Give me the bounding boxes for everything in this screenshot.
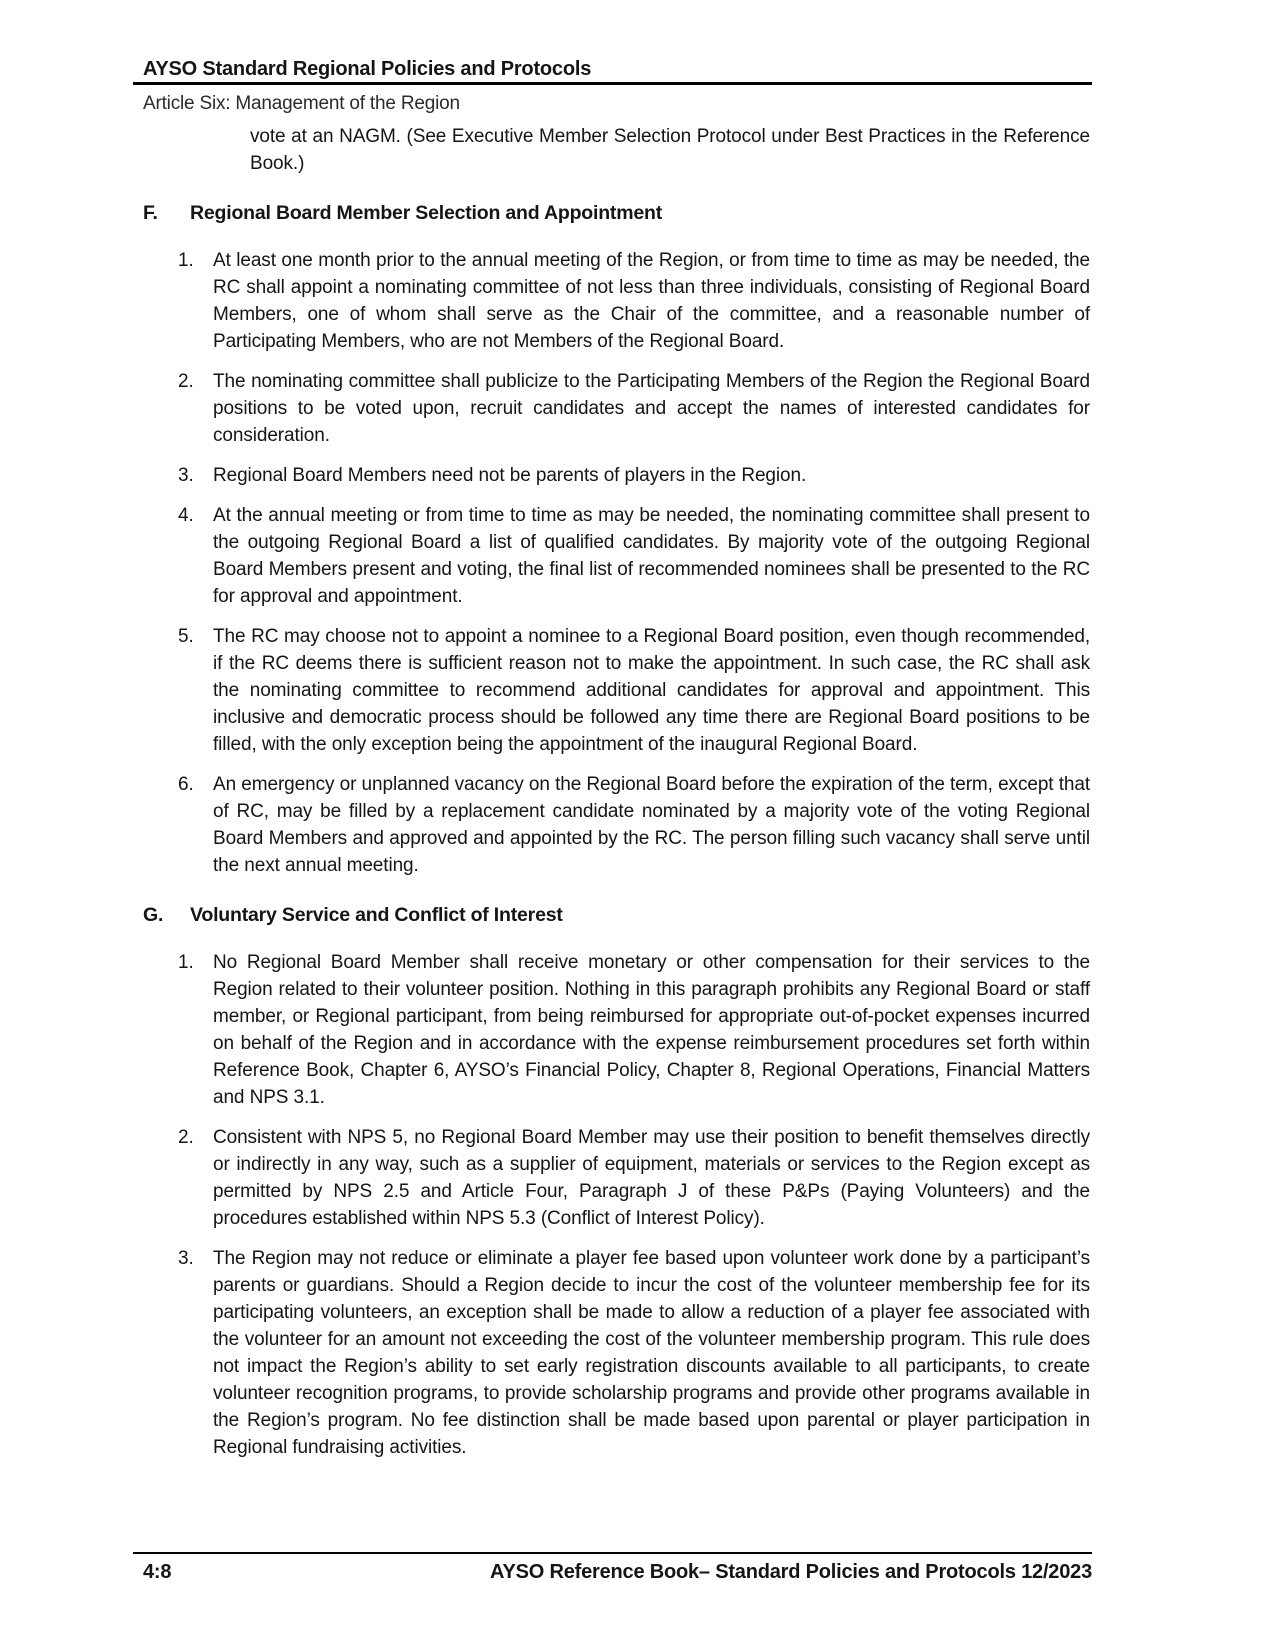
list-item bbox=[178, 368, 1090, 449]
list-item-text: The RC may choose not to appoint a nominee to a Regional Board position, even though recommended, if the RC deems there is sufficient reason not to make the appointment. In such case, the RC shall ask the nominating committee to recommend additional candidates for approval and appointment. This inclusive and democratic process should be followed any time there are Regional Board positions to be filled, with the only exception being the appointment of the inaugural Regional Board. bbox=[213, 626, 1090, 755]
list-item bbox=[178, 1245, 1090, 1461]
intro-paragraph: vote at an NAGM. (See Executive Member Selection Protocol under Best Practices in the Reference Book.) bbox=[250, 126, 1090, 174]
list-item bbox=[178, 1124, 1090, 1232]
list-item-text: The Region may not reduce or eliminate a player fee based upon volunteer work done by a participant’s parents or guardians. Should a Region decide to incur the cost of the volunteer membership fee for its participating volunteers, an exception shall be made to allow a reduction of a player fee associated with the volunteer for an amount not exceeding the cost of the volunteer membership program. This rule does not impact the Region’s ability to set early registration discounts available to all participants, to create volunteer recognition programs, to provide scholarship programs and provide other programs available in the Region’s program. No fee distinction shall be made based upon parental or player participation in Regional fundraising activities. bbox=[213, 1248, 1090, 1458]
list-item-number: 4. bbox=[178, 505, 194, 526]
list-item-text: An emergency or unplanned vacancy on the Regional Board before the expiration of the term, except that of RC, may be filled by a replacement candidate nominated by a majority vote of the voting Regional Board Members and approved and appointed by the RC. The person filling such vacancy shall serve until the next annual meeting. bbox=[213, 774, 1090, 876]
list-item-number: 2. bbox=[178, 1127, 194, 1148]
list-item bbox=[178, 623, 1090, 758]
section-f-heading bbox=[143, 201, 1090, 225]
page-content bbox=[143, 58, 1090, 1461]
list-item bbox=[178, 771, 1090, 879]
section-letter: G. bbox=[143, 904, 164, 926]
section-g bbox=[143, 903, 1090, 1461]
list-item-number: 3. bbox=[178, 1248, 194, 1269]
section-f bbox=[143, 201, 1090, 879]
list-item-number: 6. bbox=[178, 774, 194, 795]
section-heading-text: Regional Board Member Selection and Appointment bbox=[190, 202, 663, 224]
header-rule bbox=[133, 82, 1092, 85]
section-g-heading bbox=[143, 903, 1090, 927]
list-item-number: 1. bbox=[178, 952, 194, 973]
list-item bbox=[178, 247, 1090, 355]
list-item-text: Consistent with NPS 5, no Regional Board Member may use their position to benefit themselves directly or indirectly in any way, such as a supplier of equipment, materials or services to the Region except as permitted by NPS 2.5 and Article Four, Paragraph J of these P&Ps (Paying Volunteers) and the procedures established within NPS 5.3 (Conflict of Interest Policy). bbox=[213, 1127, 1090, 1229]
list-item bbox=[178, 502, 1090, 610]
list-item-text: At the annual meeting or from time to time as may be needed, the nominating committee shall present to the outgoing Regional Board a list of qualified candidates. By majority vote of the outgoing Regional Board Members present and voting, the final list of recommended nominees shall be presented to the RC for approval and appointment. bbox=[213, 505, 1090, 607]
list-item-text: Regional Board Members need not be parents of players in the Region. bbox=[213, 465, 807, 486]
list-item-text: No Regional Board Member shall receive monetary or other compensation for their services to the Region related to their volunteer position. Nothing in this paragraph prohibits any Regional Board or staff member, or Regional participant, from being reimbursed for appropriate out-of-pocket expenses incurred on behalf of the Region and in accordance with the expense reimbursement procedures set forth within Reference Book, Chapter 6, AYSO’s Financial Policy, Chapter 8, Regional Operations, Financial Matters and NPS 3.1. bbox=[213, 952, 1090, 1108]
list-item bbox=[178, 949, 1090, 1111]
page-number: 4:8 bbox=[143, 1561, 172, 1583]
list-item-number: 3. bbox=[178, 465, 194, 486]
section-heading-text: Voluntary Service and Conflict of Interest bbox=[190, 904, 563, 926]
footer-title: AYSO Reference Book– Standard Policies and Protocols 12/2023 bbox=[490, 1561, 1092, 1583]
page-footer bbox=[133, 1552, 1092, 1584]
list-item-text: The nominating committee shall publicize to the Participating Members of the Region the Regional Board positions to be voted upon, recruit candidates and accept the names of interested candidates for consideration. bbox=[213, 371, 1090, 446]
list-item bbox=[178, 462, 1090, 489]
document-title: AYSO Standard Regional Policies and Protocols bbox=[143, 58, 592, 80]
list-item-number: 1. bbox=[178, 250, 194, 271]
article-subtitle: Article Six: Management of the Region bbox=[143, 93, 460, 114]
list-item-number: 2. bbox=[178, 371, 194, 392]
list-item-number: 5. bbox=[178, 626, 194, 647]
list-item-text: At least one month prior to the annual meeting of the Region, or from time to time as may be needed, the RC shall appoint a nominating committee of not less than three individuals, consisting of Regional Board Members, one of whom shall serve as the Chair of the committee, and a reasonable number of Participating Members, who are not Members of the Regional Board. bbox=[213, 250, 1090, 352]
section-letter: F. bbox=[143, 202, 158, 224]
